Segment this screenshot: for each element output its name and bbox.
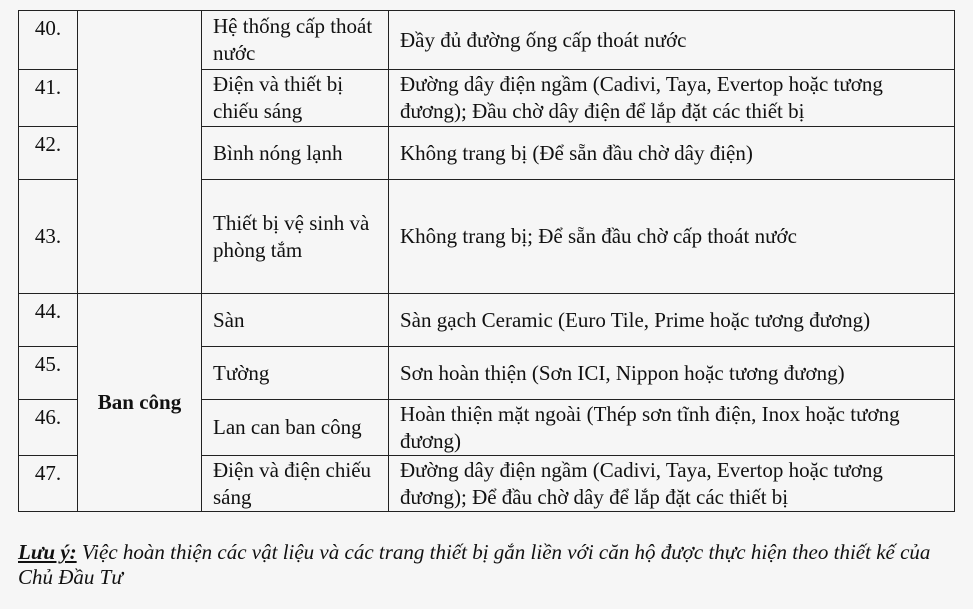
item-name: Hệ thống cấp thoát nước [202, 11, 389, 70]
specification-table [18, 10, 955, 512]
item-description: Đầy đủ đường ống cấp thoát nước [389, 11, 955, 70]
item-description: Đường dây điện ngầm (Cadivi, Taya, Evertop hoặc tương đương); Để đầu chờ dây để lắp đặt các thiết bị [389, 456, 955, 512]
note-label: Lưu ý: [18, 540, 77, 564]
group-cell-empty [78, 11, 202, 294]
item-description: Sàn gạch Ceramic (Euro Tile, Prime hoặc tương đương) [389, 294, 955, 347]
row-number: 45. [19, 347, 78, 400]
row-number: 41. [19, 70, 78, 127]
row-number: 42. [19, 127, 78, 180]
row-number: 40. [19, 11, 78, 70]
row-number: 44. [19, 294, 78, 347]
item-name: Bình nóng lạnh [202, 127, 389, 180]
item-description: Sơn hoàn thiện (Sơn ICI, Nippon hoặc tương đương) [389, 347, 955, 400]
note-text: Việc hoàn thiện các vật liệu và các trang thiết bị gắn liền với căn hộ được thực hiện theo thiết kế của Chủ Đầu Tư [18, 540, 931, 589]
footnote [18, 540, 958, 590]
item-description: Hoàn thiện mặt ngoài (Thép sơn tĩnh điện, Inox hoặc tương đương) [389, 400, 955, 456]
item-description: Không trang bị; Để sẵn đầu chờ cấp thoát nước [389, 180, 955, 294]
item-name: Sàn [202, 294, 389, 347]
row-number: 47. [19, 456, 78, 512]
table-row [19, 11, 955, 70]
item-name: Tường [202, 347, 389, 400]
item-name: Lan can ban công [202, 400, 389, 456]
item-name: Điện và thiết bị chiếu sáng [202, 70, 389, 127]
item-name: Điện và điện chiếu sáng [202, 456, 389, 512]
table-row [19, 294, 955, 347]
item-description: Đường dây điện ngầm (Cadivi, Taya, Evertop hoặc tương đương); Đầu chờ dây điện để lắp đặt các thiết bị [389, 70, 955, 127]
item-name: Thiết bị vệ sinh và phòng tắm [202, 180, 389, 294]
row-number: 46. [19, 400, 78, 456]
row-number: 43. [19, 180, 78, 294]
group-label-balcony: Ban công [78, 294, 202, 512]
item-description: Không trang bị (Để sẵn đầu chờ dây điện) [389, 127, 955, 180]
